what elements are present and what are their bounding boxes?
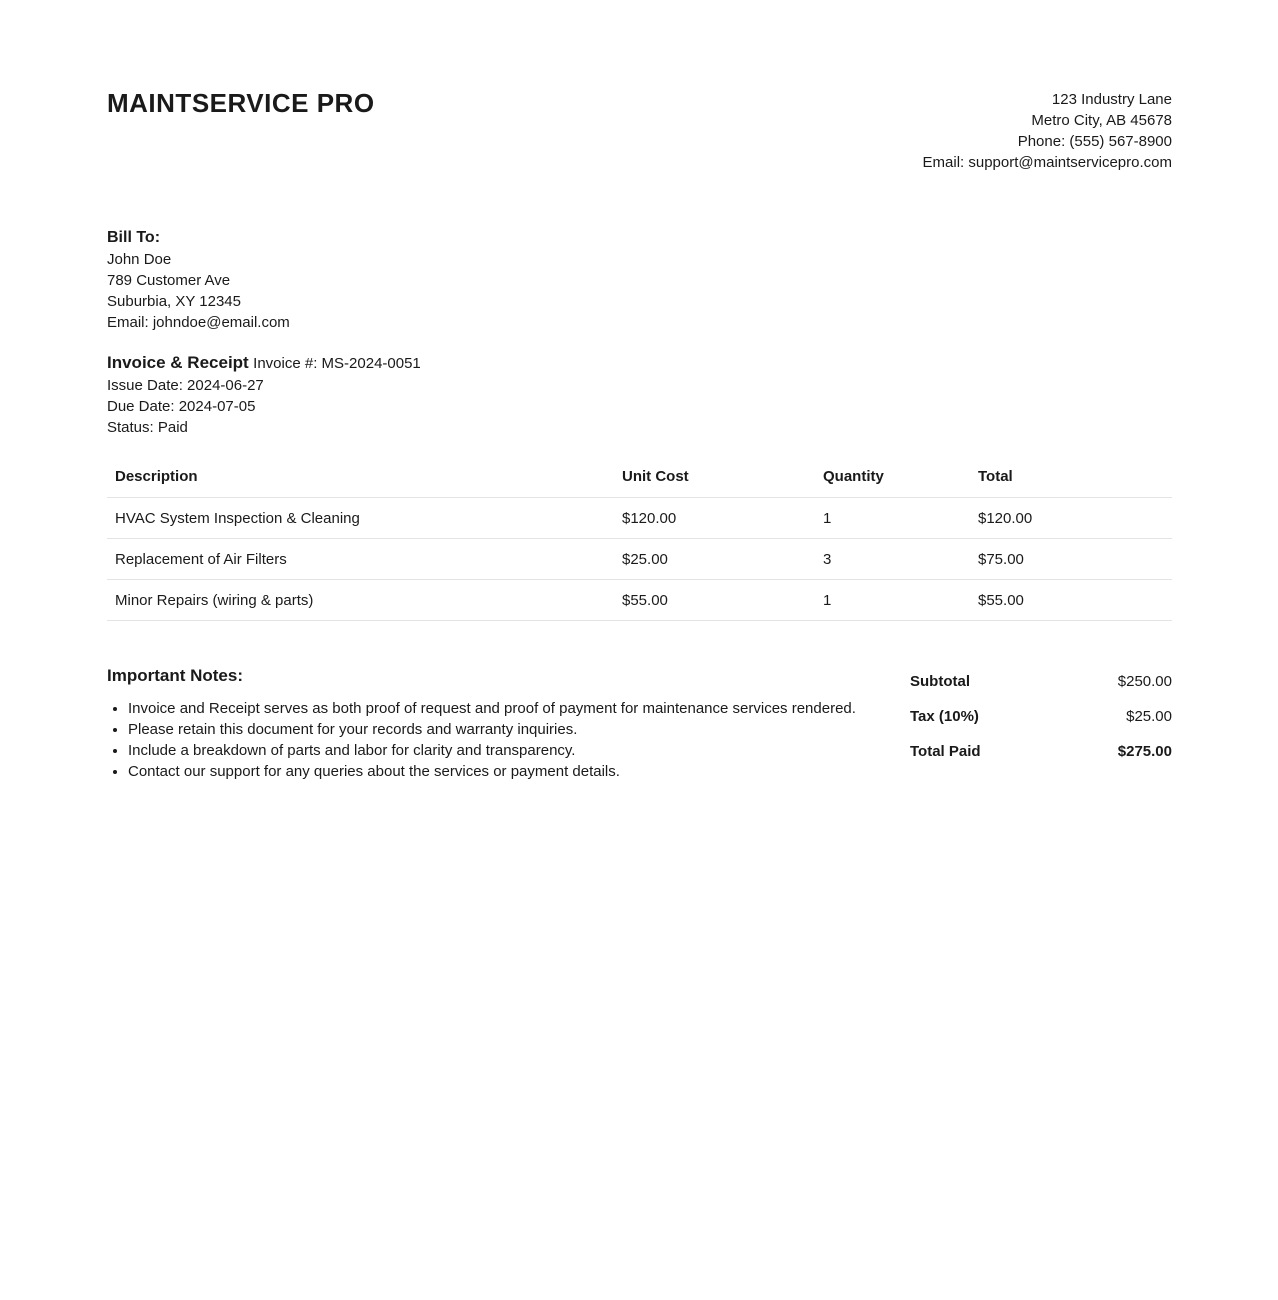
tax-row xyxy=(910,706,1172,727)
totals-panel xyxy=(910,664,1172,782)
items-table-head xyxy=(107,466,1172,498)
company-name: MAINTSERVICE PRO xyxy=(107,88,375,118)
items-table-body xyxy=(107,498,1172,621)
cell-unit-cost: $25.00 xyxy=(614,539,815,580)
col-header-total: Total xyxy=(970,466,1172,498)
header-row xyxy=(107,466,1172,498)
notes-heading: Important Notes: xyxy=(107,666,243,685)
note-item: • Contact our support for any queries about the services or payment details. xyxy=(128,761,887,782)
col-header-description: Description xyxy=(107,466,614,498)
table-row xyxy=(107,580,1172,621)
cell-quantity: 1 xyxy=(815,498,970,539)
table-row xyxy=(107,498,1172,539)
company-email: Email: support@maintservicepro.com xyxy=(922,154,1172,171)
status: Status: Paid xyxy=(107,419,188,436)
company-address-line-2: Metro City, AB 45678 xyxy=(1031,112,1172,129)
company-phone: Phone: (555) 567-8900 xyxy=(1017,133,1172,150)
invoice-info-section xyxy=(107,351,1172,438)
notes-list xyxy=(107,698,887,782)
bill-to-heading: Bill To: xyxy=(107,229,161,246)
issue-date: Issue Date: 2024-06-27 xyxy=(107,377,264,394)
note-item: • Please retain this document for your records and warranty inquiries. xyxy=(128,719,887,740)
col-header-unit-cost: Unit Cost xyxy=(614,466,815,498)
customer-email: Email: johndoe@email.com xyxy=(107,314,290,331)
cell-description: HVAC System Inspection & Cleaning xyxy=(107,498,614,539)
invoice-heading: Invoice & Receipt xyxy=(107,353,249,372)
cell-total: $120.00 xyxy=(970,498,1172,539)
tax-label: Tax (10%) xyxy=(910,708,979,725)
customer-address-line-2: Suburbia, XY 12345 xyxy=(107,293,241,310)
company-address-line-1: 123 Industry Lane xyxy=(1051,91,1172,108)
cell-total: $55.00 xyxy=(970,580,1172,621)
table-row xyxy=(107,539,1172,580)
header xyxy=(107,88,1172,173)
subtotal-value: $250.00 xyxy=(1117,673,1172,690)
col-header-quantity: Quantity xyxy=(815,466,970,498)
total-paid-label: Total Paid xyxy=(910,743,981,760)
cell-description: Replacement of Air Filters xyxy=(107,539,614,580)
cell-unit-cost: $120.00 xyxy=(614,498,815,539)
invoice-number: Invoice #: MS-2024-0051 xyxy=(253,355,421,372)
subtotal-label: Subtotal xyxy=(910,673,970,690)
notes-section xyxy=(107,664,887,782)
customer-name: John Doe xyxy=(107,251,172,268)
bill-to-section xyxy=(107,227,1172,333)
due-date: Due Date: 2024-07-05 xyxy=(107,398,256,415)
cell-quantity: 1 xyxy=(815,580,970,621)
cell-description: Minor Repairs (wiring & parts) xyxy=(107,580,614,621)
customer-address-line-1: 789 Customer Ave xyxy=(107,272,231,289)
total-paid-row xyxy=(910,741,1172,762)
note-item: • Include a breakdown of parts and labor for clarity and transparency. xyxy=(128,740,887,761)
tax-value: $25.00 xyxy=(1126,708,1172,725)
invoice-heading-line xyxy=(107,351,1172,375)
total-paid-value: $275.00 xyxy=(1117,743,1172,760)
company-address xyxy=(923,88,1172,173)
cell-unit-cost: $55.00 xyxy=(614,580,815,621)
cell-quantity: 3 xyxy=(815,539,970,580)
bottom-section xyxy=(107,664,1172,782)
items-table xyxy=(107,466,1172,621)
cell-total: $75.00 xyxy=(970,539,1172,580)
subtotal-row xyxy=(910,671,1172,692)
note-item: • Invoice and Receipt serves as both proof of request and proof of payment for maintenance services rendered. xyxy=(128,698,887,719)
